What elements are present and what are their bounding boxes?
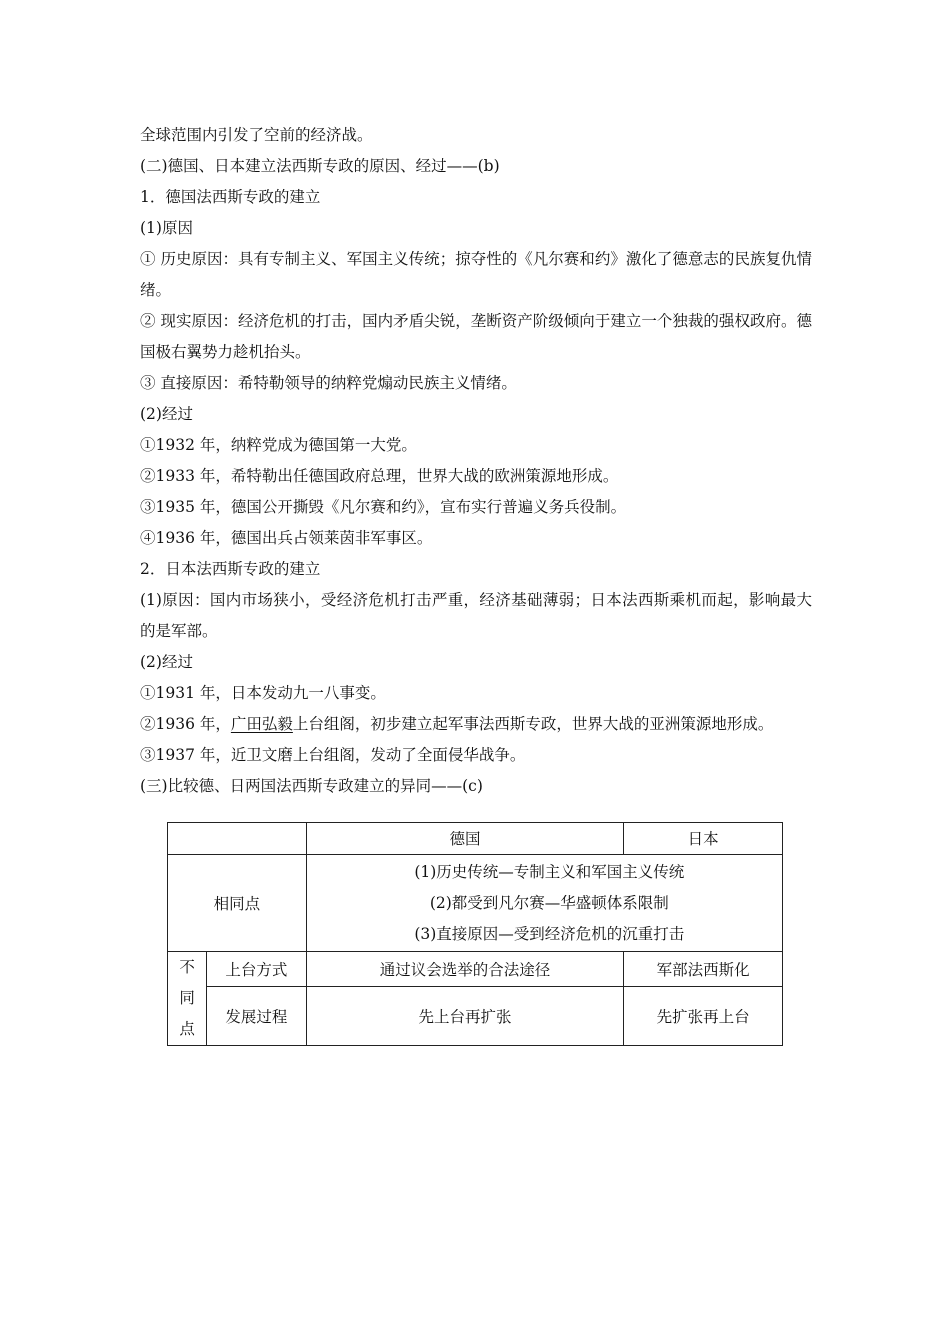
table-row	[168, 952, 783, 987]
comparison-table	[167, 822, 783, 1046]
item-heading: (1)原因	[140, 219, 193, 237]
paragraph: (1)原因：国内市场狭小，受经济危机打击严重，经济基础薄弱；日本法西斯乘机而起，影响最大的是军部。	[140, 591, 812, 640]
similarities-content	[306, 855, 782, 952]
japan-cell: 军部法西斯化	[624, 952, 783, 987]
underlined-name: 广田弘毅	[230, 715, 293, 733]
list-item: ③1935 年，德国公开撕毁《凡尔赛和约》，宣布实行普遍义务兵役制。	[140, 498, 627, 516]
differences-label	[168, 952, 207, 1046]
document-body	[140, 120, 812, 802]
list-item: ③1937 年，近卫文磨上台组阁，发动了全面侵华战争。	[140, 746, 526, 764]
item-heading: (2)经过	[140, 653, 193, 671]
list-item: ①1931 年，日本发动九一八事变。	[140, 684, 386, 702]
list-item-text: 上台组阁，初步建立起军事法西斯专政，世界大战的亚洲策源地形成。	[292, 715, 774, 733]
header-empty-cell	[168, 823, 307, 855]
differences-label-char: 同	[179, 989, 195, 1007]
subsection-heading: 1．德国法西斯专政的建立	[140, 188, 321, 206]
table-header-row	[168, 823, 783, 855]
item-heading: (2)经过	[140, 405, 193, 423]
header-germany: 德国	[306, 823, 624, 855]
table-row-similarities	[168, 855, 783, 952]
table-row	[168, 987, 783, 1046]
paragraph: ① 历史原因：具有专制主义、军国主义传统；掠夺性的《凡尔赛和约》激化了德意志的民族复仇情绪。	[140, 250, 812, 299]
differences-label-char: 点	[179, 1020, 195, 1038]
list-item: ②1933 年，希特勒出任德国政府总理，世界大战的欧洲策源地形成。	[140, 467, 619, 485]
similarity-item: (1)历史传统—专制主义和军国主义传统	[414, 862, 685, 881]
japan-cell: 先扩张再上台	[624, 987, 783, 1046]
list-item: ①1932 年，纳粹党成为德国第一大党。	[140, 436, 417, 454]
paragraph: ③ 直接原因：希特勒领导的纳粹党煽动民族主义情绪。	[140, 374, 517, 392]
section-heading: (二)德国、日本建立法西斯专政的原因、经过——(b)	[140, 157, 500, 175]
list-item-prefix: ②1936 年，	[140, 715, 231, 733]
list-item	[140, 709, 812, 740]
differences-label-char: 不	[179, 958, 195, 976]
similarity-item: (2)都受到凡尔赛—华盛顿体系限制	[429, 893, 669, 912]
header-japan: 日本	[624, 823, 783, 855]
subsection-heading: 2．日本法西斯专政的建立	[140, 560, 321, 578]
row-label: 上台方式	[207, 952, 306, 987]
paragraph: ② 现实原因：经济危机的打击，国内矛盾尖锐，垄断资产阶级倾向于建立一个独裁的强权政府。德国极右翼势力趁机抬头。	[140, 312, 812, 361]
similarities-label: 相同点	[168, 855, 307, 952]
similarity-item: (3)直接原因—受到经济危机的沉重打击	[414, 924, 685, 943]
section-heading: (三)比较德、日两国法西斯专政建立的异同——(c)	[140, 777, 483, 795]
list-item: ④1936 年，德国出兵占领莱茵非军事区。	[140, 529, 433, 547]
germany-cell: 先上台再扩张	[306, 987, 624, 1046]
row-label: 发展过程	[207, 987, 306, 1046]
germany-cell: 通过议会选举的合法途径	[306, 952, 624, 987]
paragraph: 全球范围内引发了空前的经济战。	[140, 126, 373, 144]
